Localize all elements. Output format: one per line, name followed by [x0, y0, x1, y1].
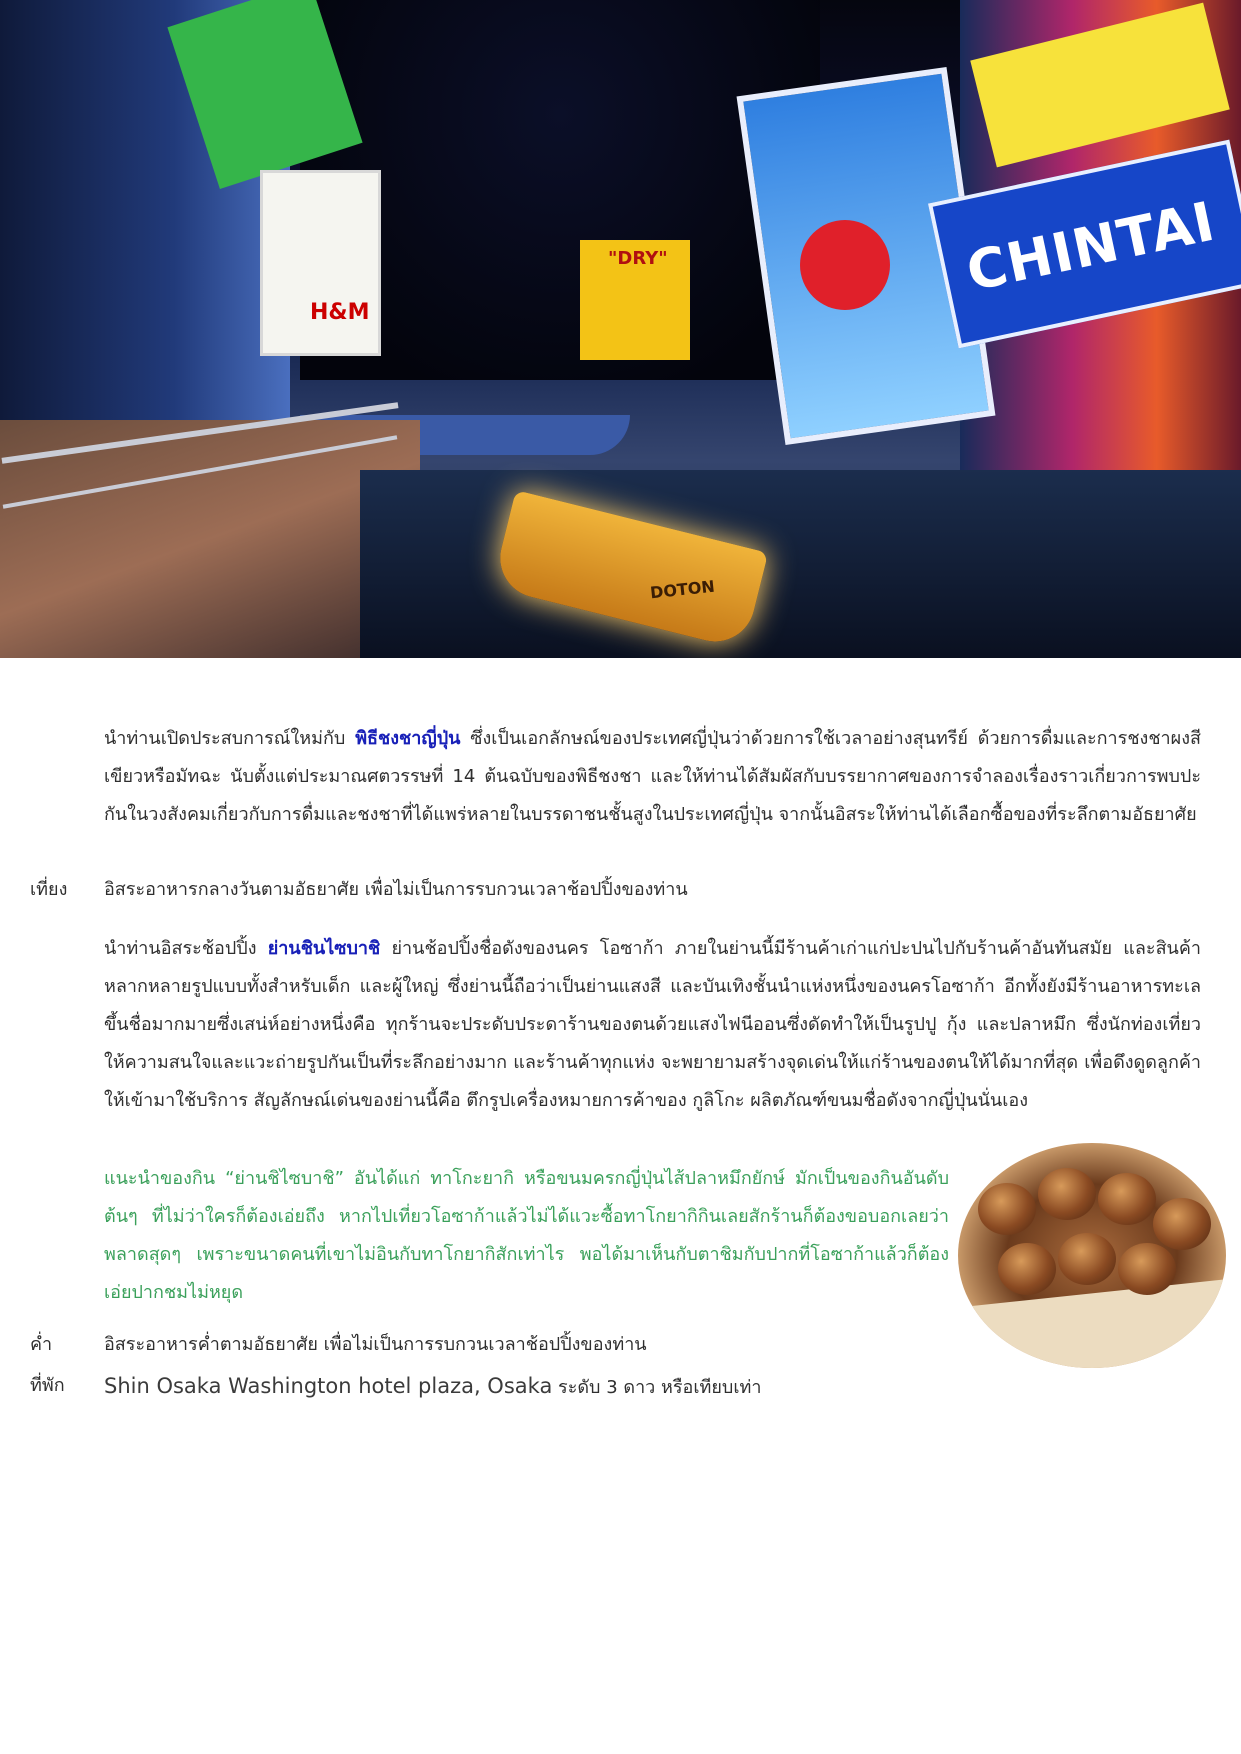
tea-ceremony-paragraph: นำท่านเปิดประสบการณ์ใหม่กับ พิธีชงชาญี่ปุ่น ซึ่งเป็นเอกลักษณ์ของประเทศญี่ปุ่นว่าด้วยการใช้เวลาอย่างสุนทรีย์ ด้วยการดื่มและการชงชาผงสีเขียวหรือมัทฉะ นับตั้งแต่ประมาณศตวรรษที่ 14 ต้นฉบับของพิธีชงชา และให้ท่านได้สัมผัสกับบรรยากาศของการจำลองเรื่องราวเกี่ยวการพบปะกันในวงสังคมเกี่ยวกับการดื่มและชงชาที่ได้แพร่หลายในบรรดาชนชั้นสูงในประเทศญี่ปุ่น จากนั้นอิสระให้ท่านได้เลือกซื้อของที่ระลึกตามอัธยาศัย — [104, 728, 1201, 825]
dry-billboard-text: "DRY" — [608, 248, 668, 269]
lunch-label: เที่ยง — [30, 879, 68, 900]
hero-photo-dotonbori — [0, 0, 1241, 658]
takoyaki-recommendation: แนะนำของกิน “ย่านชิไซบาชิ” อันได้แก่ ทาโกะยากิ หรือขนมครกญี่ปุ่นไส้ปลาหมึกยักษ์ มักเป็นของกินอันดับต้นๆ ที่ไม่ว่าใครก็ต้องเอ่ยถึง หากไปเที่ยวโอซาก้าแล้วไม่ได้แวะซื้อทาโกยากิกินเลยสักร้านก็ต้องขอบอกเลยว่าพลาดสุดๆ เพราะขนาดคนที่เขาไม่อินกับทาโกยากิสักเท่าไร พอได้มาเห็นกับตาชิมกับปากที่โอซาก้าแล้วก็ต้องเอ่ยปากชมไม่หยุด — [104, 1168, 949, 1303]
hotel-rating: ระดับ 3 ดาว หรือเทียบเท่า — [552, 1377, 762, 1398]
hotel-name: Shin Osaka Washington hotel plaza, Osaka — [104, 1374, 553, 1398]
takoyaki-photo — [958, 1143, 1226, 1368]
hm-billboard — [260, 170, 381, 356]
lunch-text: อิสระอาหารกลางวันตามอัธยาศัย เพื่อไม่เป็นการรบกวนเวลาช้อปปิ้งของท่าน — [104, 879, 688, 900]
hotel-label: ที่พัก — [30, 1375, 65, 1396]
hm-billboard-text: H&M — [310, 300, 370, 325]
tea-ceremony-highlight: พิธีชงชาญี่ปุ่น — [355, 728, 461, 749]
chintai-billboard-text: CHINTAI — [961, 189, 1221, 304]
boat-label: DOTON — [649, 576, 716, 603]
hotel-line — [104, 1367, 761, 1407]
shinsaibashi-highlight: ย่านชินไซบาชิ — [267, 938, 381, 959]
dinner-text: อิสระอาหารค่ำตามอัธยาศัย เพื่อไม่เป็นการรบกวนเวลาช้อปปิ้งของท่าน — [104, 1334, 647, 1355]
dinner-label: ค่ำ — [30, 1334, 53, 1355]
shinsaibashi-paragraph: นำท่านอิสระช้อปปิ้ง ย่านชินไซบาชิ ย่านช้อปปิ้งชื่อดังของนคร โอซาก้า ภายในย่านนี้มีร้านค้าเก่าแก่ปะปนไปกับร้านค้าอันทันสมัย และสินค้าหลากหลายรูปแบบทั้งสำหรับเด็ก และผู้ใหญ่ ซึ่งย่านนี้ถือว่าเป็นย่านแสงสี และบันเทิงชั้นนำแห่งหนึ่งของนครโอซาก้า อีกทั้งยังมีร้านอาหารทะเลขึ้นชื่อมากมายซึ่งเสน่ห์อย่างหนึ่งคือ ทุกร้านจะประดับประดาร้านของตนด้วยแสงไฟนีออนซึ่งดัดทำให้เป็นรูปปู กุ้ง และปลาหมึก ซึ่งนักท่องเที่ยวให้ความสนใจและแวะถ่ายรูปกันเป็นที่ระลึกอย่างมาก และร้านค้าทุกแห่ง จะพยายามสร้างจุดเด่นให้แก่ร้านของตนให้ได้มากที่สุด เพื่อดึงดูดลูกค้าให้เข้ามาใช้บริการ สัญลักษณ์เด่นของย่านนี้คือ ตึกรูปเครื่องหมายการค้าของ กูลิโกะ ผลิตภัณฑ์ขนมชื่อดังจากญี่ปุ่นนั่นเอง — [104, 938, 1202, 1111]
